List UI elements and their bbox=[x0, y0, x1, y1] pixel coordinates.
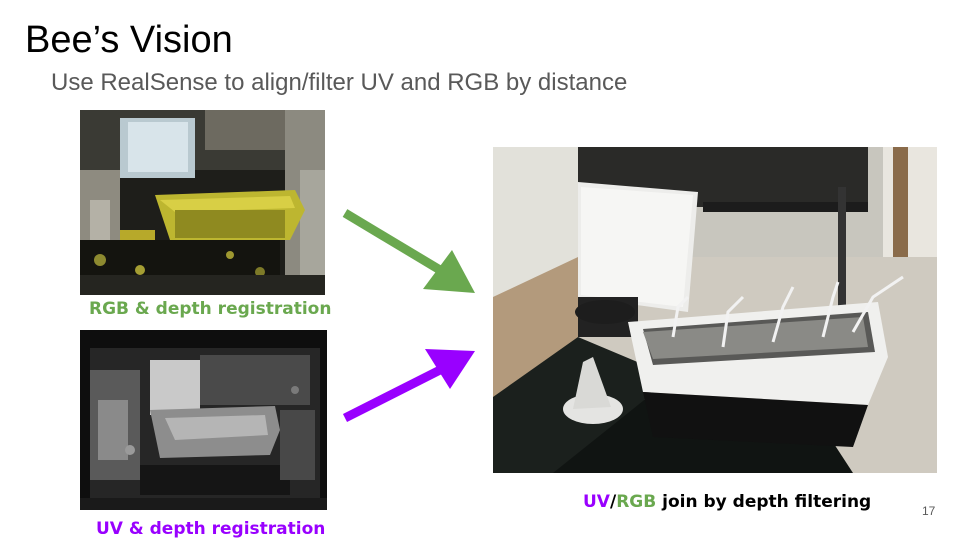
rgb-depth-registration-image bbox=[80, 110, 325, 295]
page-number: 17 bbox=[922, 504, 936, 518]
join-caption bbox=[583, 492, 871, 512]
uv-rgb-join-image bbox=[493, 147, 937, 473]
green-arrow-icon bbox=[340, 205, 480, 300]
join-caption-uv: UV bbox=[583, 492, 610, 512]
slide-title: Bee’s Vision bbox=[25, 19, 233, 61]
uv-caption: UV & depth registration bbox=[96, 519, 326, 539]
join-caption-separator: / bbox=[609, 492, 617, 512]
purple-arrow-icon bbox=[340, 345, 480, 430]
join-caption-rest: join by depth filtering bbox=[656, 492, 872, 512]
rgb-caption: RGB & depth registration bbox=[89, 299, 332, 319]
slide-subtitle: Use RealSense to align/filter UV and RGB by distance bbox=[51, 69, 628, 96]
uv-depth-registration-image bbox=[80, 330, 327, 510]
join-caption-rgb: RGB bbox=[616, 492, 657, 512]
